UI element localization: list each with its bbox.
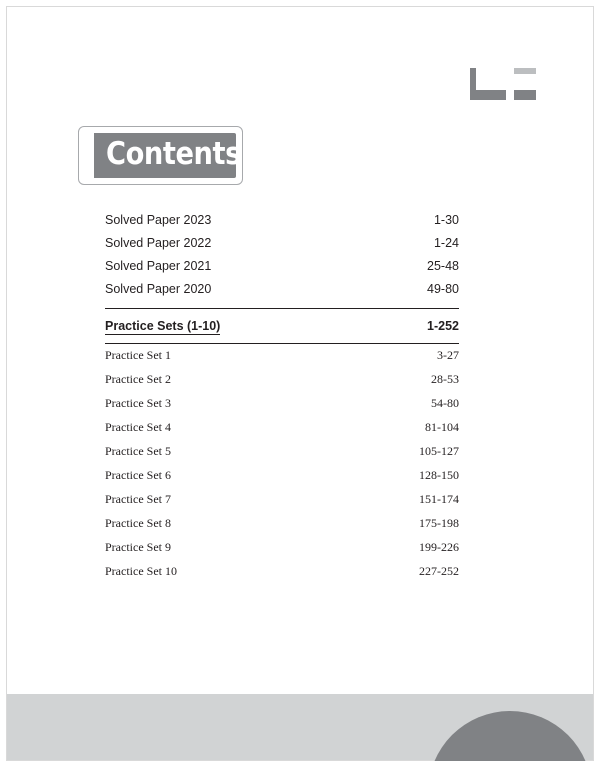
toc-label: Practice Set 6 [105, 468, 171, 482]
toc-page-number: 128-150 [419, 468, 459, 482]
list-item [105, 468, 459, 492]
practice-sets-heading-page: 1-252 [427, 319, 459, 333]
toc-page-number: 25-48 [427, 259, 459, 273]
toc-page-number: 1-24 [433, 236, 459, 250]
section-divider-top [105, 308, 459, 309]
list-item [105, 444, 459, 468]
list-item [105, 259, 459, 282]
list-item [105, 420, 459, 444]
practice-sets-heading-row [105, 319, 459, 335]
list-item [105, 236, 459, 259]
toc-label: Solved Paper 2021 [105, 259, 212, 273]
toc-label: Practice Set 7 [105, 492, 171, 506]
solved-papers-list [105, 213, 459, 305]
page-border-top [6, 6, 594, 7]
toc-page-number: 175-198 [419, 516, 459, 530]
toc-page-number: 227-252 [419, 564, 459, 578]
page-title: Contents [106, 136, 241, 172]
toc-label: Practice Set 1 [105, 348, 171, 362]
toc-page-number: 151-174 [419, 492, 459, 506]
list-item [105, 213, 459, 236]
corner-bar-top-light [514, 68, 536, 74]
corner-bar-bottom-right [514, 90, 536, 100]
toc-page-number: 49-80 [427, 282, 459, 296]
page-title-notch [86, 132, 94, 179]
toc-label: Solved Paper 2020 [105, 282, 212, 296]
page-border-right [593, 6, 594, 761]
list-item [105, 372, 459, 396]
list-item [105, 540, 459, 564]
section-divider-bottom [105, 343, 459, 344]
toc-page-number: 28-53 [431, 372, 459, 386]
toc-label: Solved Paper 2022 [105, 236, 212, 250]
page-border-left [6, 6, 7, 761]
corner-bar-horizontal [470, 90, 506, 100]
toc-label: Practice Set 2 [105, 372, 171, 386]
toc-label: Practice Set 4 [105, 420, 171, 434]
toc-label: Practice Set 3 [105, 396, 171, 410]
practice-sets-heading: Practice Sets (1-10) [105, 319, 221, 333]
list-item [105, 282, 459, 305]
practice-sets-list [105, 348, 459, 588]
toc-label: Practice Set 5 [105, 444, 171, 458]
footer-mask [0, 761, 600, 767]
corner-bracket-decoration-icon [470, 68, 536, 100]
toc-page-number: 54-80 [431, 396, 459, 410]
toc-page-number: 199-226 [419, 540, 459, 554]
toc-page-number: 1-30 [433, 213, 459, 227]
list-item [105, 564, 459, 588]
list-item [105, 516, 459, 540]
corner-bar-vertical [470, 68, 476, 90]
toc-page-number: 81-104 [425, 420, 459, 434]
toc-label: Practice Set 10 [105, 564, 177, 578]
toc-page-number: 105-127 [419, 444, 459, 458]
toc-page-number: 3-27 [437, 348, 459, 362]
list-item [105, 396, 459, 420]
list-item [105, 348, 459, 372]
list-item [105, 492, 459, 516]
toc-label: Solved Paper 2023 [105, 213, 212, 227]
toc-label: Practice Set 8 [105, 516, 171, 530]
toc-label: Practice Set 9 [105, 540, 171, 554]
